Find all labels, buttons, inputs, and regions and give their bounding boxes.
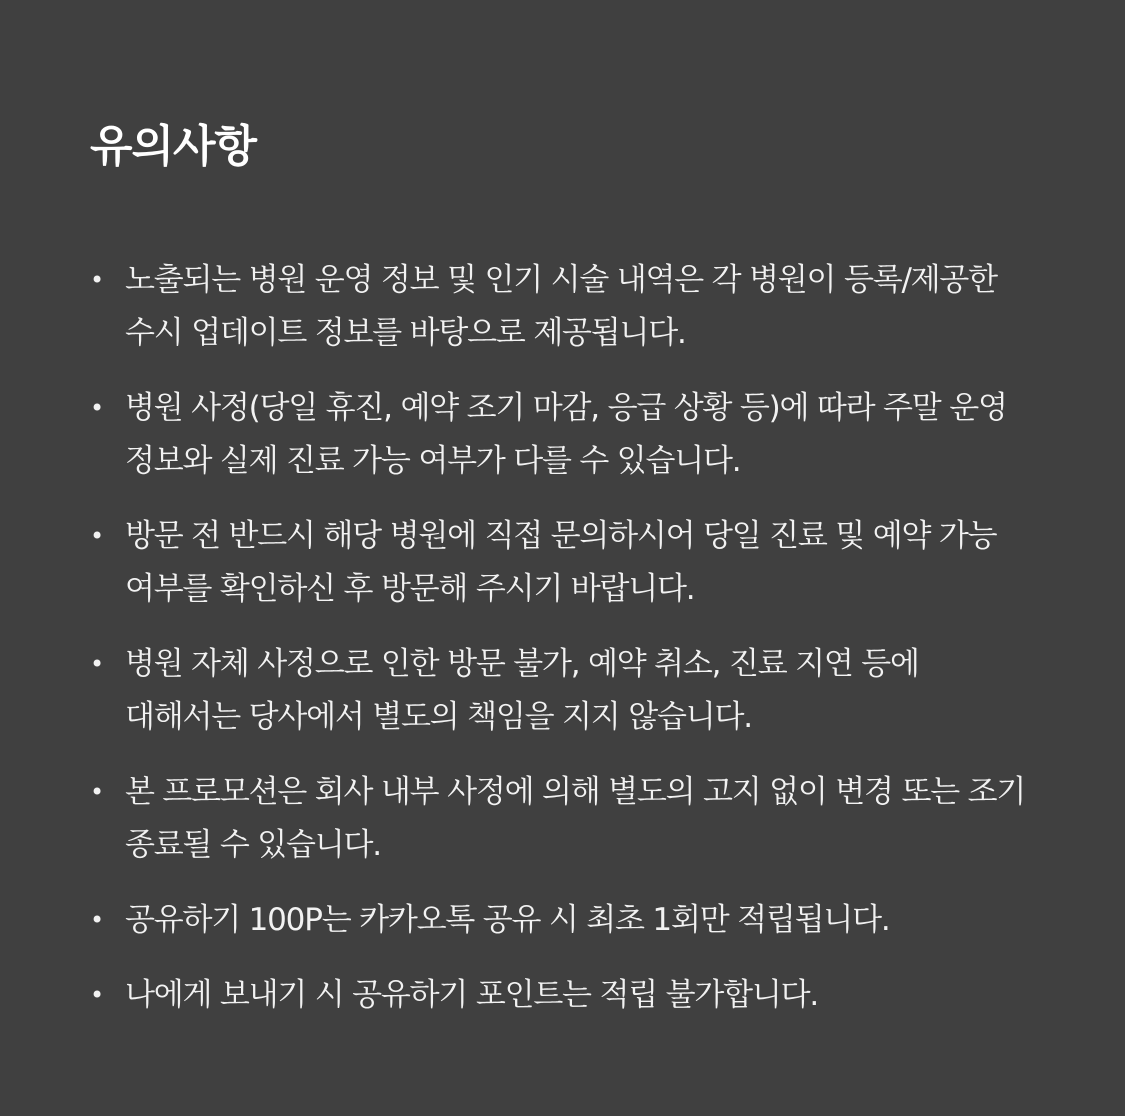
notice-text: 병원 사정(당일 휴진, 예약 조기 마감, 응급 상황 등)에 따라 주말 운영 정보와 실제 진료 가능 여부가 다를 수 있습니다.: [125, 390, 1007, 479]
notice-text: 병원 자체 사정으로 인한 방문 불가, 예약 취소, 진료 지연 등에 대해서는 당사에서 별도의 책임을 지지 않습니다.: [125, 646, 919, 735]
notice-item: [90, 766, 1037, 872]
bullet-icon: •: [90, 394, 103, 422]
notice-text: 노출되는 병원 운영 정보 및 인기 시술 내역은 각 병원이 등록/제공한 수시 업데이트 정보를 바탕으로 제공됩니다.: [125, 262, 997, 351]
notice-item: [90, 894, 1037, 947]
notice-text: 공유하기 100P는 카카오톡 공유 시 최초 1회만 적립됩니다.: [125, 902, 890, 938]
notice-text: 나에게 보내기 시 공유하기 포인트는 적립 불가합니다.: [125, 977, 818, 1013]
notice-item: [90, 510, 1037, 616]
bullet-icon: •: [90, 778, 103, 806]
bullet-icon: •: [90, 522, 103, 550]
bullet-icon: •: [90, 266, 103, 294]
notice-list: [90, 254, 1037, 1022]
notice-item: [90, 969, 1037, 1022]
notice-title: 유의사항: [90, 121, 257, 172]
bullet-icon: •: [90, 981, 103, 1009]
notice-item: [90, 254, 1037, 360]
notice-text: 방문 전 반드시 해당 병원에 직접 문의하시어 당일 진료 및 예약 가능 여부를 확인하신 후 방문해 주시기 바랍니다.: [125, 518, 997, 607]
bullet-icon: •: [90, 650, 103, 678]
bullet-icon: •: [90, 906, 103, 934]
notice-item: [90, 638, 1037, 744]
notice-item: [90, 382, 1037, 488]
notice-text: 본 프로모션은 회사 내부 사정에 의해 별도의 고지 없이 변경 또는 조기 종료될 수 있습니다.: [125, 774, 1026, 863]
